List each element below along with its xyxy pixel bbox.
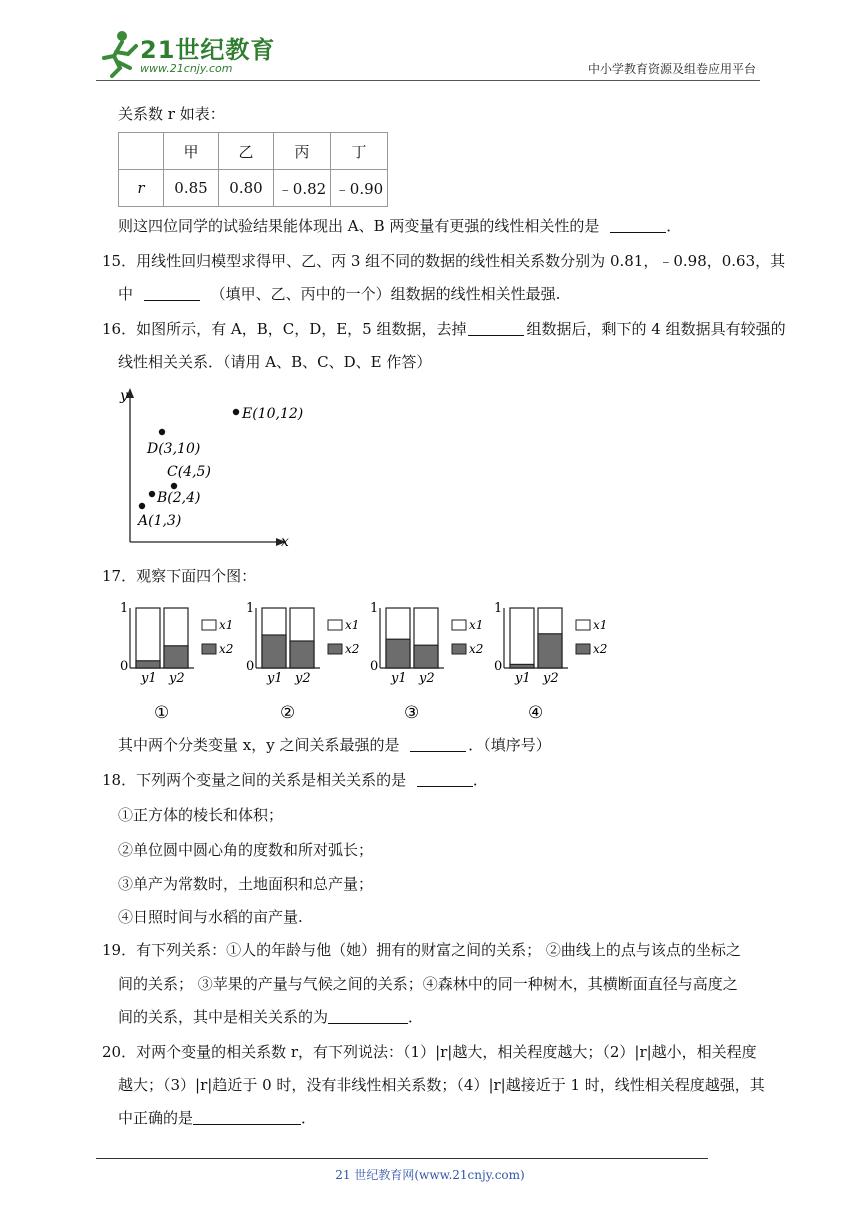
scatter-point-label: C(4,5): [167, 464, 211, 480]
legend-swatch-x2: [202, 644, 216, 654]
legend-label-x1: x1: [219, 618, 234, 632]
question-18-item: ②单位圆中圆心角的度数和所对弧长；: [118, 841, 374, 859]
question-19-text: 间的关系，其中是相关关系的为: [118, 1008, 329, 1026]
answer-blank[interactable]: [144, 286, 200, 301]
scatter-point: [159, 429, 165, 435]
logo-text: 21世纪教育: [140, 36, 276, 64]
bar-x-label: y2: [295, 671, 311, 686]
x-axis-label: x: [281, 534, 289, 550]
legend-swatch-x1: [328, 620, 342, 630]
chart-number: ④: [528, 703, 544, 723]
chart-number: ①: [154, 703, 170, 723]
question-20-line-2: 越大；（3）|r|趋近于 0 时，没有非线性相关系数；（4）|r|越接近于 1 时，线性相关程度越强，其: [118, 1076, 765, 1094]
scatter-point-label: A(1,3): [138, 513, 182, 529]
legend-swatch-x1: [576, 620, 590, 630]
bar-x2: [386, 639, 410, 668]
bar-x2: [290, 641, 314, 668]
bar-chart: [244, 596, 360, 726]
question-18-item: ①正方体的棱长和体积；: [118, 806, 284, 824]
bar-x-label: y1: [391, 671, 407, 686]
tick-label-top: 1: [370, 601, 379, 616]
scatter-point: [233, 409, 239, 415]
question-18-text: 18．下列两个变量之间的关系是相关关系的是: [102, 771, 407, 789]
site-logo-figure: [96, 28, 146, 78]
footer-text: 21 世纪教育网(www.21cnjy.com): [335, 1168, 525, 1182]
bar-x2: [510, 664, 534, 668]
answer-blank[interactable]: [610, 218, 666, 233]
scatter-figure: [118, 384, 304, 552]
legend-swatch-x2: [452, 644, 466, 654]
question-18-item: ④日照时间与水稻的亩产量.: [118, 908, 303, 926]
bar-x-label: y1: [515, 671, 531, 686]
legend-label-x1: x1: [593, 618, 608, 632]
table-cell: ﹣0.90: [331, 170, 388, 207]
question-16-text: 组数据后，剩下的 4 组数据具有较强的: [526, 320, 786, 338]
scatter-point: [139, 503, 145, 509]
table-header-cell: 丁: [331, 133, 388, 170]
tick-label-top: 1: [494, 601, 503, 616]
answer-blank[interactable]: [328, 1009, 408, 1024]
tick-label-bottom: 0: [494, 659, 503, 674]
legend-label-x2: x2: [469, 642, 484, 656]
question-16-line-1: [102, 319, 786, 339]
question-14-tail: 则这四位同学的试验结果能体现出 A、B 两变量有更强的线性相关性的是 ．: [118, 217, 682, 235]
question-15-text: （填甲、乙、丙中的一个）组数据的线性相关性最强.: [210, 285, 561, 303]
question-18-title: 18．下列两个变量之间的关系是相关关系的是 ．: [102, 771, 488, 789]
legend-label-x1: x1: [469, 618, 484, 632]
scatter-point-label: D(3,10): [147, 441, 201, 457]
question-20-text: 中正确的是: [118, 1109, 194, 1127]
legend-label-x2: x2: [219, 642, 234, 656]
legend-label-x2: x2: [345, 642, 360, 656]
question-15-text: 中: [118, 285, 134, 303]
legend-swatch-x2: [576, 644, 590, 654]
tick-label-top: 1: [246, 601, 255, 616]
bar-chart: [492, 596, 608, 726]
question-15-line-1: 15．用线性回归模型求得甲、乙、丙 3 组不同的数据的线性相关系数分别为 0.81，﹣0.98，0.63，其: [102, 252, 786, 270]
bar-chart: [368, 596, 484, 726]
question-19-line-2: 间的关系； ③苹果的产量与气候之间的关系；④森林中的同一种树木，其横断面直径与高度之: [118, 975, 738, 993]
answer-blank[interactable]: [193, 1110, 301, 1125]
bar-x2: [164, 646, 188, 668]
y-axis-label: y: [120, 388, 128, 404]
bar-x-label: y1: [141, 671, 157, 686]
logo-subtext: www.21cnjy.com: [140, 62, 233, 75]
table-cell: ﹣0.82: [274, 170, 331, 207]
table-header-cell: 丙: [274, 133, 331, 170]
footer-divider: [96, 1158, 708, 1159]
question-17-note: ．（填序号）: [468, 736, 551, 754]
question-18-item: ③单产为常数时，土地面积和总产量；: [118, 875, 374, 893]
question-19-line-3: 间的关系，其中是相关关系的为 ．: [118, 1008, 424, 1026]
tick-label-bottom: 0: [370, 659, 379, 674]
bar-chart: [118, 596, 234, 726]
table-intro: 关系数 r 如表：: [118, 105, 225, 123]
bar-x2: [414, 645, 438, 668]
question-17-title: 17．观察下面四个图：: [102, 567, 257, 585]
table-cell: 0.85: [164, 170, 219, 207]
bar-x2: [136, 661, 160, 668]
header-divider: [96, 80, 760, 81]
question-17-text: 其中两个分类变量 x，y 之间关系最强的是: [118, 736, 400, 754]
legend-label-x2: x2: [593, 642, 608, 656]
legend-label-x1: x1: [345, 618, 360, 632]
table-row-label: r: [119, 170, 164, 207]
table-row: [119, 170, 388, 207]
scatter-point: [171, 483, 177, 489]
scatter-point: [149, 491, 155, 497]
question-19-line-1: 19．有下列关系：①人的年龄与他（她）拥有的财富之间的关系； ②曲线上的点与该点的坐标之: [102, 941, 741, 959]
header-platform-name: 中小学教育资源及组卷应用平台: [587, 62, 756, 76]
legend-swatch-x1: [202, 620, 216, 630]
tick-label-bottom: 0: [246, 659, 255, 674]
chart-number: ②: [280, 703, 296, 723]
bar-x-label: y2: [169, 671, 185, 686]
bar-x-label: y2: [543, 671, 559, 686]
question-20-line-1: 20．对两个变量的相关系数 r，有下列说法：（1）|r|越大，相关程度越大；（2）|r|越小，相关程度: [102, 1043, 757, 1061]
question-14-text: 则这四位同学的试验结果能体现出 A、B 两变量有更强的线性相关性的是: [118, 217, 600, 235]
correlation-table: [118, 132, 388, 207]
scatter-points: [136, 406, 303, 529]
scatter-point-label: B(2,4): [157, 490, 201, 506]
table-cell: 0.80: [219, 170, 274, 207]
question-16-text: 16．如图所示，有 A，B，C，D，E，5 组数据，去掉: [102, 320, 467, 338]
answer-blank[interactable]: [417, 772, 473, 787]
question-16-line-2: 线性相关关系．（请用 A、B、C、D、E 作答）: [118, 353, 432, 371]
question-15-line-2: [118, 284, 560, 304]
answer-blank[interactable]: [468, 321, 524, 336]
tick-label-bottom: 0: [120, 659, 129, 674]
bar-x1: [136, 608, 160, 668]
table-header-cell: 甲: [164, 133, 219, 170]
table-corner-cell: [119, 133, 164, 170]
chart-number: ③: [404, 703, 420, 723]
bar-x2: [538, 634, 562, 668]
tick-label-top: 1: [120, 601, 129, 616]
table-header-cell: 乙: [219, 133, 274, 170]
scatter-point-label: E(10,12): [242, 406, 304, 422]
legend-swatch-x2: [328, 644, 342, 654]
answer-blank[interactable]: [410, 737, 466, 752]
table-header-row: [119, 133, 388, 170]
bar-x1: [510, 608, 534, 668]
bar-x-label: y2: [419, 671, 435, 686]
bar-x-label: y1: [267, 671, 283, 686]
question-20-line-3: 中正确的是 ．: [118, 1109, 317, 1127]
question-17-line: [118, 735, 551, 755]
bar-x2: [262, 635, 286, 668]
legend-swatch-x1: [452, 620, 466, 630]
